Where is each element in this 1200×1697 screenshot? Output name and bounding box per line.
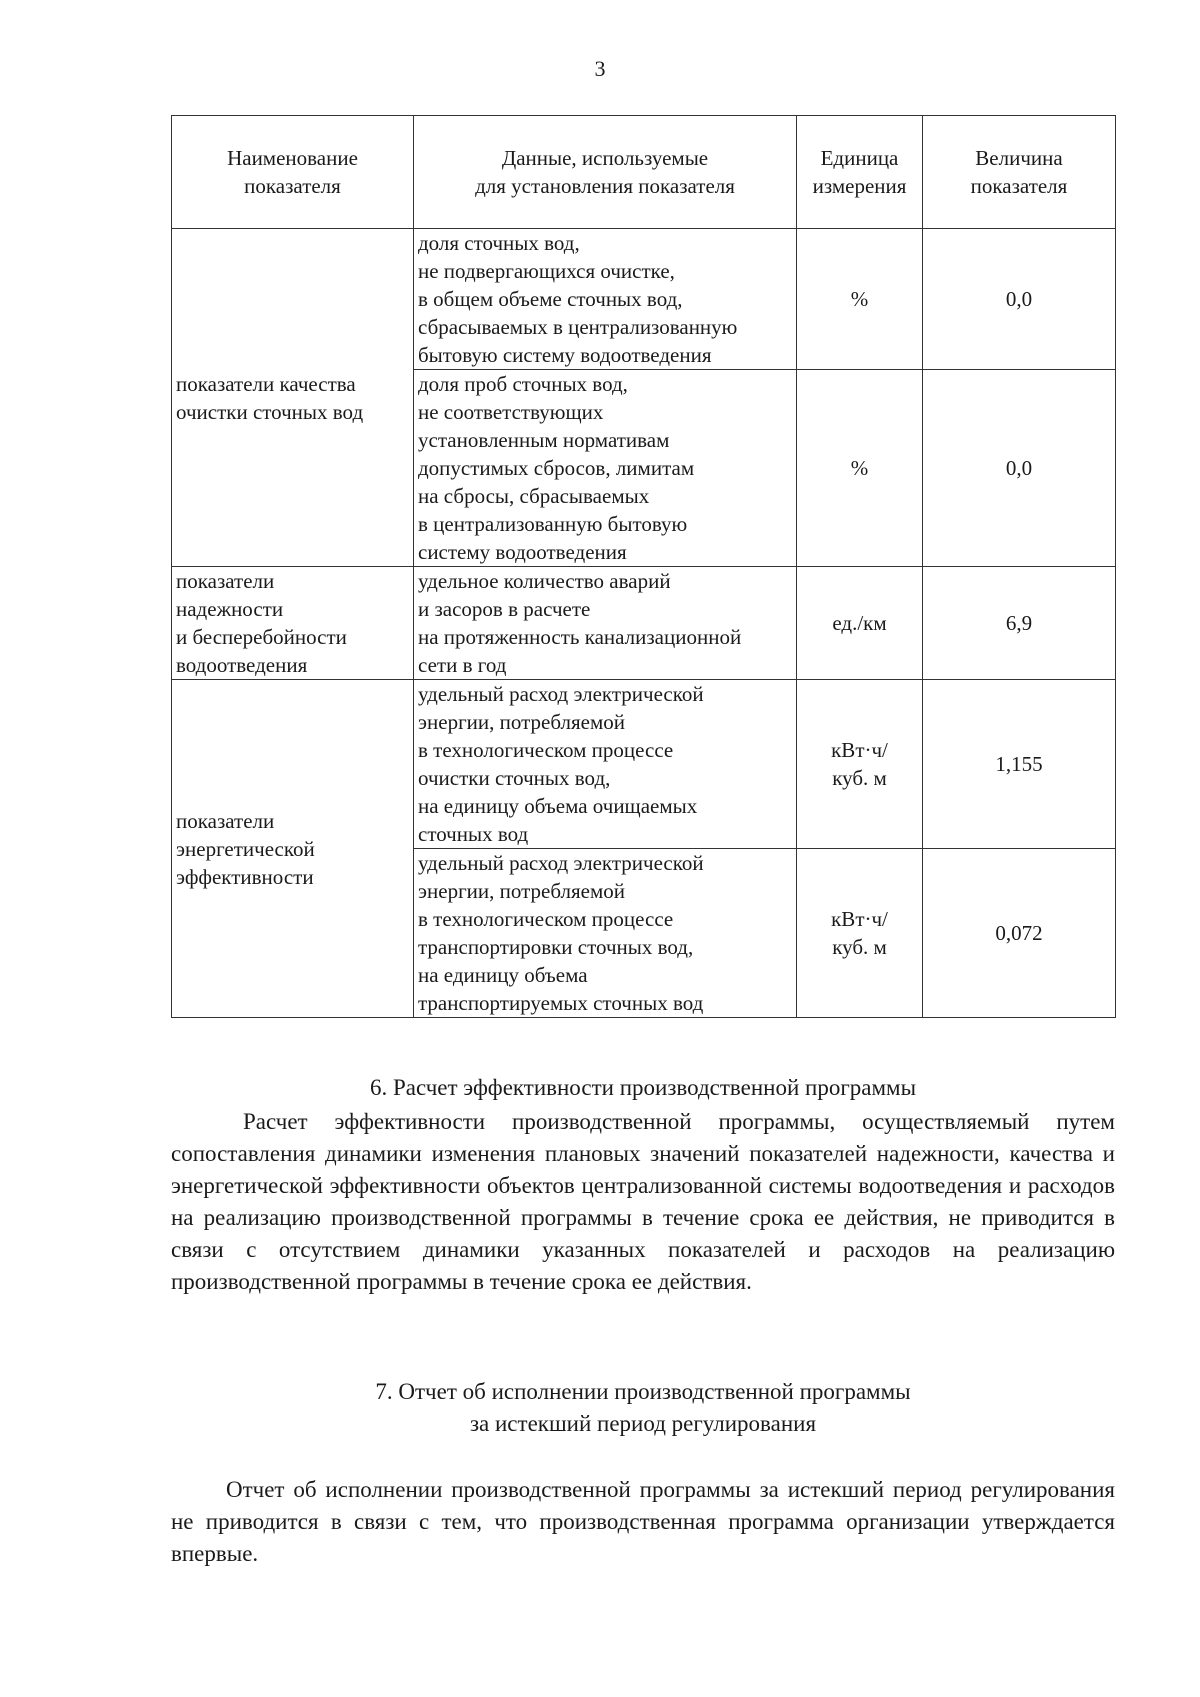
group-name-energy-text: показатели энергетической эффективности	[176, 808, 315, 889]
row-data-cell	[414, 229, 797, 370]
row-unit-text: %	[850, 456, 869, 480]
row-unit-text: ед./км	[832, 611, 887, 635]
row-unit-cell	[797, 229, 923, 370]
section-6-title: 6. Расчет эффективности производственной программы	[369, 1075, 917, 1100]
row-value-cell	[923, 370, 1116, 567]
row-unit-cell	[797, 680, 923, 849]
group-name-quality-text: показатели качества очистки сточных вод	[176, 371, 364, 424]
row-unit-text: кВт·ч/ куб. м	[831, 738, 888, 790]
row-unit-text: %	[850, 287, 869, 311]
group-name-energy	[172, 680, 414, 1018]
group-name-quality	[172, 229, 414, 567]
row-data-cell	[414, 849, 797, 1018]
header-indicator-data-text: Данные, используемые для установления показателя	[475, 146, 735, 198]
row-value-text: 6,9	[1005, 611, 1033, 635]
header-indicator-data	[414, 116, 797, 229]
row-data-cell	[414, 370, 797, 567]
section-7-title-line2: за истекший период регулирования	[469, 1411, 817, 1436]
header-unit-text: Единица измерения	[812, 146, 907, 198]
row-value-text: 0,0	[1005, 456, 1033, 480]
table-header-row	[172, 116, 1116, 229]
table-row	[172, 229, 1116, 370]
table-row	[172, 567, 1116, 680]
row-value-cell	[923, 567, 1116, 680]
row-data-text: доля проб сточных вод, не соответствующих установленным нормативам допустимых сбросов, лимитам на сбросы, сбрасываемых в централизованную бытовую систему водоотведения	[418, 372, 695, 564]
indicators-table	[171, 115, 1116, 1018]
header-unit	[797, 116, 923, 229]
row-data-text: удельный расход электрической энергии, потребляемой в технологическом процессе транспортировки сточных вод, на единицу объема транспортируемых сточных вод	[418, 851, 704, 1015]
row-value-text: 0,0	[1005, 287, 1033, 311]
row-unit-cell	[797, 849, 923, 1018]
group-name-reliability-text: показатели надежности и бесперебойности водоотведения	[176, 569, 347, 677]
row-value-text: 1,155	[995, 752, 1043, 776]
page-number: 3	[594, 56, 606, 81]
row-data-cell	[414, 567, 797, 680]
row-data-text: доля сточных вод, не подвергающихся очистке, в общем объеме сточных вод, сбрасываемых в централизованную бытовую систему водоотведения	[418, 231, 738, 367]
row-value-cell	[923, 849, 1116, 1018]
section-7-title-line1: 7. Отчет об исполнении производственной программы	[375, 1379, 911, 1404]
row-data-text: удельный расход электрической энергии, потребляемой в технологическом процессе очистки сточных вод, на единицу объема очищаемых сточных вод	[418, 682, 704, 846]
header-indicator-name-text: Наименование показателя	[227, 146, 358, 198]
section-6-paragraph: Расчет эффективности производственной программы, осуществляемый путем сопоставления динамики изменения плановых значений показателей надежности, качества и энергетической эффективности объектов централизованной системы водоотведения и расходов на реализацию производственной программы в течение срока ее действия, не приводится в связи с отсутствием динамики указанных показателей и расходов на реализацию производственной программы в течение срока ее действия.	[171, 1109, 1115, 1294]
section-7-paragraph: Отчет об исполнении производственной программы за истекший период регулирования не приводится в связи с тем, что производственная программа организации утверждается впервые.	[171, 1477, 1115, 1566]
group-name-reliability	[172, 567, 414, 680]
header-value-text: Величина показателя	[970, 146, 1068, 198]
table-row	[172, 680, 1116, 849]
row-unit-text: кВт·ч/ куб. м	[831, 907, 888, 959]
row-value-cell	[923, 680, 1116, 849]
row-unit-cell	[797, 370, 923, 567]
row-unit-cell	[797, 567, 923, 680]
row-value-cell	[923, 229, 1116, 370]
header-indicator-name	[172, 116, 414, 229]
header-value	[923, 116, 1116, 229]
row-data-cell	[414, 680, 797, 849]
row-data-text: удельное количество аварий и засоров в расчете на протяженность канализационной сети в год	[418, 569, 742, 677]
row-value-text: 0,072	[995, 921, 1043, 945]
